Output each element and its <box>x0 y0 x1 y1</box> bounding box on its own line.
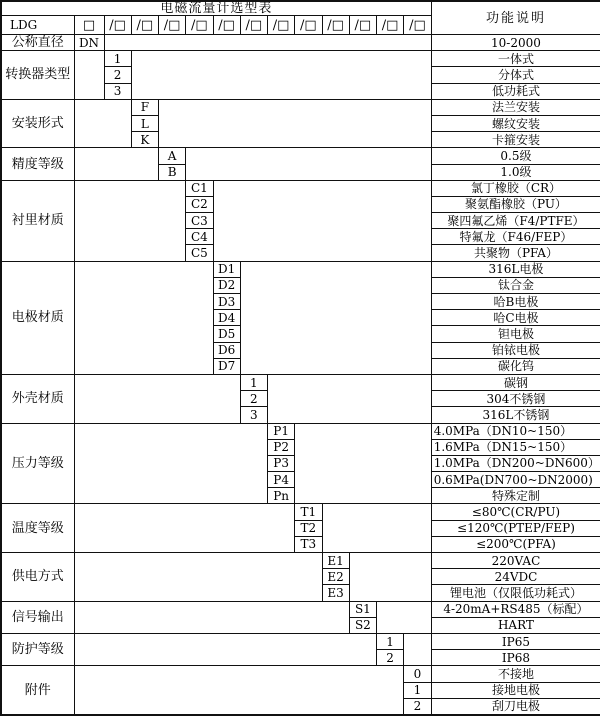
description-cell: 刮刀电极 <box>431 698 600 715</box>
code-cell: 2 <box>104 67 131 83</box>
description-cell: 24VDC <box>431 569 600 585</box>
code-slot-cell: /□ <box>295 16 322 35</box>
code-cell: 2 <box>377 650 404 666</box>
description-cell: 碳化钨 <box>431 358 600 374</box>
code-slot-cell: /□ <box>349 16 376 35</box>
description-cell: 螺纹安装 <box>431 115 600 131</box>
code-slot-cell: /□ <box>159 16 186 35</box>
empty-region <box>74 99 131 148</box>
table-row <box>1 553 600 569</box>
empty-region <box>322 504 431 553</box>
description-cell: IP68 <box>431 650 600 666</box>
description-cell: 聚四氟乙烯（F4/PTFE） <box>431 213 600 229</box>
code-slot-cell: /□ <box>377 16 404 35</box>
description-cell: 氯丁橡胶（CR） <box>431 180 600 196</box>
empty-region <box>404 633 431 665</box>
table-row <box>1 51 600 67</box>
description-cell: 1.6MPa（DN15~150） <box>431 439 600 455</box>
table-row <box>1 601 600 617</box>
empty-region <box>377 601 432 633</box>
code-slot-cell: □ <box>74 16 104 35</box>
code-cell: P2 <box>268 439 295 455</box>
empty-region <box>349 553 431 602</box>
description-cell: 4.0MPa（DN10~150） <box>431 423 600 439</box>
description-cell: 10-2000 <box>431 35 600 51</box>
category-label: 信号输出 <box>1 601 74 633</box>
code-cell: 2 <box>240 391 267 407</box>
table-row <box>1 35 600 51</box>
category-label: 精度等级 <box>1 148 74 180</box>
category-label: 衬里材质 <box>1 180 74 261</box>
code-cell: 1 <box>377 633 404 649</box>
code-cell: B <box>159 164 186 180</box>
description-cell: 法兰安装 <box>431 99 600 115</box>
empty-region <box>104 35 431 51</box>
empty-region <box>74 423 268 504</box>
description-cell: 一体式 <box>431 51 600 67</box>
code-slot-cell: /□ <box>240 16 267 35</box>
code-cell: 0 <box>404 666 431 682</box>
description-cell: 316L不锈钢 <box>431 407 600 423</box>
empty-region <box>74 666 404 715</box>
description-cell: 哈B电极 <box>431 294 600 310</box>
category-label: 公称直径 <box>1 35 74 51</box>
description-cell: ≤120℃(PTEP/FEP) <box>431 520 600 536</box>
code-cell: D6 <box>213 342 240 358</box>
category-label: 供电方式 <box>1 553 74 602</box>
empty-region <box>295 423 431 504</box>
code-cell: C1 <box>186 180 213 196</box>
description-cell: 0.5级 <box>431 148 600 164</box>
code-cell: T2 <box>295 520 322 536</box>
description-cell: 特氟龙（F46/FEP） <box>431 229 600 245</box>
description-cell: ≤200℃(PFA) <box>431 536 600 552</box>
description-cell: 220VAC <box>431 553 600 569</box>
table-row <box>1 148 600 164</box>
code-cell: C4 <box>186 229 213 245</box>
description-cell: IP65 <box>431 633 600 649</box>
description-cell: 钛合金 <box>431 277 600 293</box>
code-slot-cell: /□ <box>186 16 213 35</box>
code-cell: 1 <box>240 374 267 390</box>
description-cell: 304不锈钢 <box>431 391 600 407</box>
category-label: 安装形式 <box>1 99 74 148</box>
table-row <box>1 261 600 277</box>
code-cell: D5 <box>213 326 240 342</box>
description-cell: 哈C电极 <box>431 310 600 326</box>
table-row <box>1 374 600 390</box>
description-cell: 分体式 <box>431 67 600 83</box>
empty-region <box>74 261 213 374</box>
code-cell: T3 <box>295 536 322 552</box>
description-cell: 接地电极 <box>431 682 600 698</box>
description-cell: 316L电极 <box>431 261 600 277</box>
category-label: 电极材质 <box>1 261 74 374</box>
category-label: 外壳材质 <box>1 374 74 423</box>
description-cell: 特殊定制 <box>431 488 600 504</box>
code-slot-cell: /□ <box>404 16 431 35</box>
code-cell: T1 <box>295 504 322 520</box>
model-prefix-cell: LDG <box>1 16 74 35</box>
code-cell: D3 <box>213 294 240 310</box>
code-cell: C5 <box>186 245 213 261</box>
title-row <box>1 1 600 16</box>
code-cell: S2 <box>349 617 376 633</box>
description-cell: 碳钢 <box>431 374 600 390</box>
empty-region <box>240 261 431 374</box>
description-cell: ≤80℃(CR/PU) <box>431 504 600 520</box>
code-slot-cell: /□ <box>268 16 295 35</box>
empty-region <box>268 374 432 423</box>
code-cell: F <box>131 99 158 115</box>
description-cell: 4-20mA+RS485（标配） <box>431 601 600 617</box>
description-cell: HART <box>431 617 600 633</box>
code-cell: 1 <box>404 682 431 698</box>
code-cell: 3 <box>104 83 131 99</box>
function-column-header: 功能说明 <box>431 1 600 35</box>
empty-region <box>74 180 186 261</box>
description-cell: 共聚物（PFA） <box>431 245 600 261</box>
table-row <box>1 423 600 439</box>
code-slot-cell: /□ <box>322 16 349 35</box>
table-row <box>1 99 600 115</box>
code-cell: C2 <box>186 196 213 212</box>
description-cell: 不接地 <box>431 666 600 682</box>
empty-region <box>74 504 295 553</box>
code-cell: Pn <box>268 488 295 504</box>
code-cell: P3 <box>268 455 295 471</box>
code-slot-cell: /□ <box>131 16 158 35</box>
empty-region <box>213 180 431 261</box>
table-row <box>1 504 600 520</box>
code-cell: D7 <box>213 358 240 374</box>
code-cell: D2 <box>213 277 240 293</box>
code-cell: S1 <box>349 601 376 617</box>
empty-region <box>74 148 159 180</box>
code-cell: K <box>131 132 158 148</box>
empty-region <box>186 148 431 180</box>
description-cell: 1.0级 <box>431 164 600 180</box>
table-row <box>1 666 600 682</box>
empty-region <box>74 601 349 633</box>
page-title: 电磁流量计选型表 <box>1 1 431 16</box>
code-cell: C3 <box>186 213 213 229</box>
code-cell: E1 <box>322 553 349 569</box>
table-row <box>1 180 600 196</box>
code-cell: E3 <box>322 585 349 601</box>
empty-region <box>74 633 377 665</box>
code-cell: D4 <box>213 310 240 326</box>
code-cell: E2 <box>322 569 349 585</box>
code-cell: 3 <box>240 407 267 423</box>
empty-region <box>131 51 431 100</box>
category-label: 压力等级 <box>1 423 74 504</box>
code-cell: P1 <box>268 423 295 439</box>
empty-region <box>74 553 322 602</box>
category-label: 转换器类型 <box>1 51 74 100</box>
description-cell: 聚氨酯橡胶（PU） <box>431 196 600 212</box>
category-label: 温度等级 <box>1 504 74 553</box>
empty-region <box>159 99 432 148</box>
description-cell: 钽电极 <box>431 326 600 342</box>
code-cell: 1 <box>104 51 131 67</box>
empty-region <box>74 374 240 423</box>
description-cell: 0.6MPa(DN700~DN2000) <box>431 472 600 488</box>
code-cell: A <box>159 148 186 164</box>
code-cell: 2 <box>404 698 431 715</box>
description-cell: 1.0MPa（DN200~DN600） <box>431 455 600 471</box>
description-cell: 铂铱电极 <box>431 342 600 358</box>
description-cell: 卡箍安装 <box>431 132 600 148</box>
code-cell: L <box>131 115 158 131</box>
code-slot-cell: /□ <box>213 16 240 35</box>
code-cell: D1 <box>213 261 240 277</box>
category-label: 附件 <box>1 666 74 715</box>
description-cell: 锂电池（仅限低功耗式） <box>431 585 600 601</box>
category-label: 防护等级 <box>1 633 74 665</box>
code-cell: DN <box>74 35 104 51</box>
code-cell: P4 <box>268 472 295 488</box>
table-row <box>1 633 600 649</box>
description-cell: 低功耗式 <box>431 83 600 99</box>
empty-region <box>74 51 104 100</box>
code-slot-cell: /□ <box>104 16 131 35</box>
